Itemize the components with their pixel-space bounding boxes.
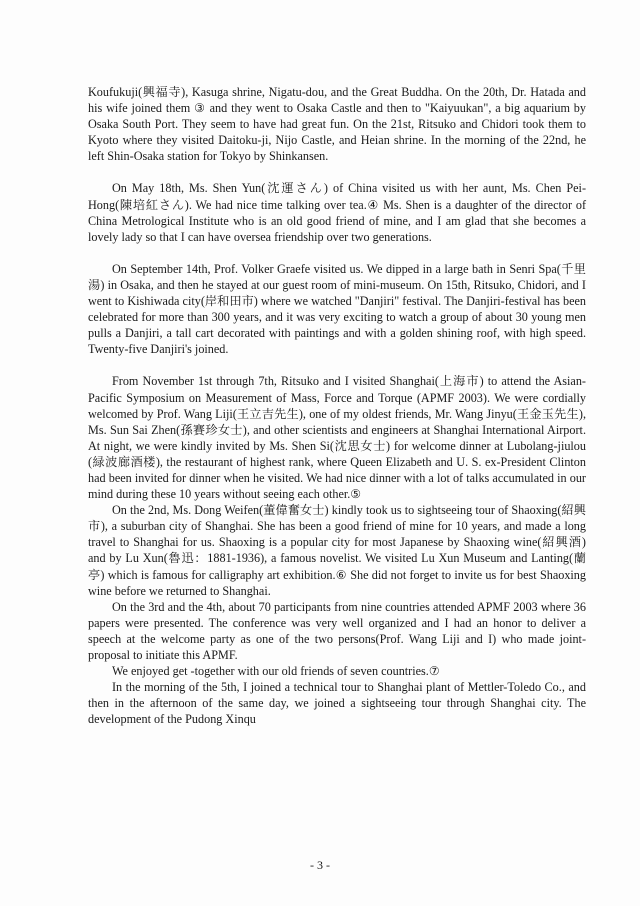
page-number: - 3 -: [310, 858, 330, 872]
paragraph-7: We enjoyed get -together with our old friends of seven countries.⑦: [112, 664, 440, 679]
paragraph-gap: [88, 164, 586, 180]
paragraph-gap: [88, 245, 586, 261]
paragraph-1: Koufukuji(興福寺), Kasuga shrine, Nigatu-dou, and the Great Buddha. On the 20th, Dr. Hatada and his wife joined them ③ and they went to Osaka Castle and then to "Kaiyuukan", a big aquarium by Osaka South Port. They seem to have had great fun. On the 21st, Ritsuko and Chidori took them to Kyoto where they visited Daitoku-ji, Nijo Castle, and Heian shrine. In the morning of the 22nd, he left Shin-Osaka station for Tokyo by Shinkansen.: [88, 85, 586, 164]
paragraph-6: On the 3rd and the 4th, about 70 participants from nine countries attended APMF 2003 where 36 papers were presented. The conference was very well organized and I had an honor to deliver a speech at the welcome party as one of the two persons(Prof. Wang Liji and I) who made joint-proposal to initiate this APMF.: [88, 599, 586, 662]
paragraph-5: On the 2nd, Ms. Dong Weifen(董偉奮女士) kindly took us to sightseeing tour of Shaoxing(紹興市), a suburban city of Shanghai. She has been a good friend of mine for 10 years, and made a long travel to Shanghai for us. Shaoxing is a popular city for most Japanese by Shaoxing wine(紹興酒) and by Lu Xun(魯迅：1881-1936), a famous novelist. We visited Lu Xun Museum and Lanting(蘭亭) which is famous for calligraphy art exhibition.⑥ She did not forget to invite us for best Shaoxing wine before we returned to Shanghai.: [88, 503, 586, 598]
paragraph-2: On May 18th, Ms. Shen Yun(沈運さん) of China visited us with her aunt, Ms. Chen Pei-Hong(陳培紅さん). We had nice time talking over tea.④ Ms. Shen is a daughter of the director of China Metrological Institute who is an old good friend of mine, and I am glad that she becomes a lovely lady so that I can have oversea friendship over two generations.: [88, 181, 586, 244]
paragraph-3: On September 14th, Prof. Volker Graefe visited us. We dipped in a large bath in Senri Spa(千里湯) in Osaka, and then he stayed at our guest room of mini-museum. On 15th, Ritsuko, Chidori, and I went to Kishiwada city(岸和田市) where we watched "Danjiri" festival. The Danjiri-festival has been celebrated for more than 300 years, and it was very exciting to watch a group of about 30 young men pulls a Danjiri, a tall cart decorated with paintings and with a golden shining roof, with high speed. Twenty-five Danjiri's joined.: [88, 261, 586, 357]
paragraph-gap: [88, 357, 586, 373]
paragraph-8: In the morning of the 5th, I joined a technical tour to Shanghai plant of Mettler-Toledo Co., and then in the afternoon of the same day, we joined a sightseeing tour through Shanghai city. The development of the Pudong Xinqu: [88, 680, 586, 727]
paragraph-4: From November 1st through 7th, Ritsuko and I visited Shanghai(上海市) to attend the Asian-Pacific Symposium on Measurement of Mass, Force and Torque (APMF 2003). We were cordially welcomed by Prof. Wang Liji(王立吉先生), one of my oldest friends, Mr. Wang Jinyu(王金玉先生), Ms. Sun Sai Zhen(孫賽珍女士), and other scientists and engineers at Shanghai International Airport. At night, we were kindly invited by Ms. Shen Si(沈思女士) for welcome dinner at Lubolang-jiulou (緑波廊酒楼), the restaurant of highest rank, where Queen Elizabeth and U. S. ex-President Clinton had been invited for dinner when he visited. We had nice dinner with a lot of talks accumulated in our mind during these 10 years without seeing each other.⑤: [88, 374, 586, 502]
body-text: [88, 84, 586, 727]
